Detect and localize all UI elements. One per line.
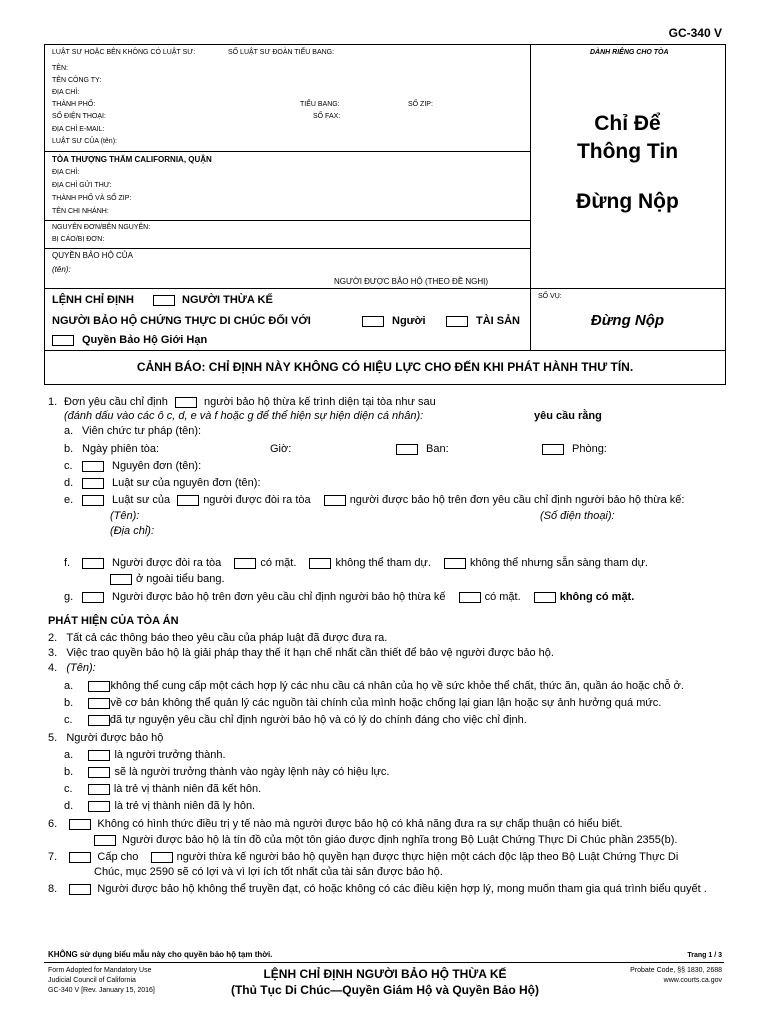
conservatorship-of: QUYỀN BẢO HỘ CỦA: [52, 251, 133, 260]
adopted-1: Form Adopted for Mandatory Use: [48, 967, 152, 974]
field-name[interactable]: TÊN:: [52, 65, 68, 72]
person-checkbox[interactable]: [362, 316, 384, 327]
finding-8: 8. Người được bảo hộ không thể truyền đạt, có hoặc không có các điều kiện hợp lý, mong muốn tham gia quá trình biểu quyết .: [48, 883, 707, 895]
finding-4c-text: đã tự nguyện yêu cầu chỉ định người bảo hộ và có lý do chính đáng cho việc chỉ định.: [109, 714, 527, 726]
finding-8-checkbox[interactable]: [69, 884, 91, 895]
item1f-text5: ở ngoài tiểu bang.: [136, 573, 225, 585]
finding-5a: a. là người trưởng thành.: [64, 749, 226, 761]
item1b-time[interactable]: Giờ:: [270, 443, 292, 455]
finding-4b: b. về cơ bản không thể quản lý các nguồn tài chính của mình hoặc chống lại gian lận hoặc sự ảnh hưởng quá mức.: [64, 697, 662, 709]
finding-7-text-b: người thừa kế người bảo hộ quyền hạn được thực hiện một cách độc lập theo Bộ Luật Chứng Thực Di: [176, 851, 679, 863]
item1c: [82, 460, 201, 472]
name-label[interactable]: (tên):: [52, 265, 71, 274]
court-mailing[interactable]: ĐỊA CHỈ GỬI THƯ:: [52, 182, 112, 189]
item1e-text1: Luật sư của: [112, 494, 171, 506]
stamp-line-2: Thông Tin: [576, 140, 679, 163]
order-line-1b: NGƯỜI THỪA KẾ: [182, 294, 273, 306]
finding-5a-text: là người trưởng thành.: [114, 749, 226, 761]
form-id: GC-340 V: [668, 26, 722, 40]
estate-option: [446, 315, 520, 327]
court-branch[interactable]: TÊN CHI NHÁNH:: [52, 208, 109, 215]
page-number: Trang 1 / 3: [687, 952, 722, 959]
warning-text: CẢNH BÁO: CHỈ ĐỊNH NÀY KHÔNG CÓ HIỆU LỰC CHO ĐẾN KHI PHÁT HÀNH THƯ TÍN.: [136, 360, 634, 374]
field-state[interactable]: TIỂU BANG:: [300, 101, 340, 108]
finding-5c-checkbox[interactable]: [88, 784, 110, 795]
party-petitioner[interactable]: NGUYÊN ĐƠN/BÊN NGUYÊN:: [52, 224, 151, 231]
item1g-text3: không có mặt.: [559, 591, 635, 603]
successor-checkbox[interactable]: [153, 295, 175, 306]
citee-willing-checkbox[interactable]: [444, 558, 466, 569]
item1b-date[interactable]: Ngày phiên tòa:: [82, 443, 160, 455]
order-line-2: NGƯỜI BẢO HỘ CHỨNG THỰC DI CHÚC ĐỐI VỚI: [52, 315, 311, 327]
finding-5b-checkbox[interactable]: [88, 767, 110, 778]
citee-unable-checkbox[interactable]: [309, 558, 331, 569]
item1f-outofstate: [110, 573, 225, 585]
proposed-conservatee: NGƯỜI ĐƯỢC BẢO HỘ (THEO ĐỀ NGHỊ): [334, 277, 489, 286]
finding-8-text: Người được bảo hộ không thể truyền đạt, có hoặc không có các điều kiện hợp lý, mong muốn tham gia quá trình biểu quyết .: [97, 883, 707, 895]
sep-3: [44, 248, 530, 249]
court-title: TÒA THƯỢNG THẨM CALIFORNIA, QUẬN: [52, 155, 212, 164]
finding-7-text-a: Cấp cho: [97, 851, 139, 863]
finding-7-successor-checkbox[interactable]: [151, 852, 173, 863]
person-label: Người: [392, 315, 426, 327]
footer-code: [630, 966, 722, 986]
field-phone[interactable]: SỐ ĐIỆN THOẠI:: [52, 113, 106, 120]
limited-option: [52, 334, 207, 346]
stamp-line-1: Chỉ Để: [594, 112, 661, 135]
finding-4a: a. không thể cung cấp một cách hợp lý các nhu cầu cá nhân của họ về sức khỏe thể chất, thức ăn, quần áo hoặc chỗ ở.: [64, 680, 684, 692]
finding-7: 7. Cấp cho người thừa kế người bảo hộ quyền hạn được thực hiện một cách độc lập theo Bộ Luật Chứng Thực Di: [48, 851, 679, 863]
court-city-zip[interactable]: THÀNH PHỐ VÀ SỐ ZIP:: [52, 195, 132, 202]
item1c-checkbox[interactable]: [82, 461, 104, 472]
item1-note: (đánh dấu vào các ô c, d, e và f hoặc g để thể hiện sự hiện diện cá nhân):: [64, 410, 424, 422]
estate-label: TÀI SẢN: [476, 315, 520, 327]
item1g: [82, 591, 634, 603]
finding-6b-text: Người được bảo hộ là tín đồ của một tôn giáo được định nghĩa trong Bộ Luật Chứng Thực Di Chúc phần 2355(b).: [122, 834, 678, 846]
finding-4a-text: không thể cung cấp một cách hợp lý các nhu cầu cá nhân của họ về sức khỏe thể chất, thức ăn, quần áo hoặc chỗ ở.: [110, 680, 684, 692]
code-ref: Probate Code, §§ 1830, 2688: [630, 967, 722, 974]
item1f-checkbox[interactable]: [82, 558, 104, 569]
case-no-label: SỐ VỤ:: [538, 293, 562, 300]
item1b-letter: b.: [64, 443, 74, 455]
item1f: [82, 557, 648, 569]
party-respondent[interactable]: BỊ CÁO/BỊ ĐƠN:: [52, 236, 105, 243]
order-line-1a: LỆNH CHỈ ĐỊNH: [52, 294, 134, 306]
finding-3-text: Việc trao quyền bảo hộ là giải pháp thay thế ít hạn chế nhất cần thiết để bảo vệ người được bảo hộ.: [66, 647, 554, 659]
adopted-3: GC-340 V [Rev. January 15, 2016]: [48, 987, 155, 994]
courts-url[interactable]: www.courts.ca.gov: [663, 977, 722, 984]
person-option: [362, 315, 426, 327]
item1e: [82, 494, 684, 506]
proposed-absent-checkbox[interactable]: [534, 592, 556, 603]
finding-5d-text: là trẻ vị thành niên đã ly hôn.: [114, 800, 256, 812]
finding-4b-checkbox[interactable]: [88, 698, 110, 709]
finding-6-checkbox[interactable]: [69, 819, 91, 830]
item1f-letter: f.: [64, 557, 71, 569]
finding-5c: c. là trẻ vị thành niên đã kết hôn.: [64, 783, 262, 795]
field-fax[interactable]: SỐ FAX:: [313, 113, 341, 120]
bar-label: SỐ LUẬT SƯ ĐOÀN TIỂU BANG:: [228, 49, 335, 56]
citee-present-checkbox[interactable]: [234, 558, 256, 569]
field-attorney-for[interactable]: LUẬT SƯ CỦA (tên):: [52, 138, 117, 145]
item1f-text1: Người được đòi ra tòa: [112, 557, 222, 569]
item1-requests: yêu cầu rằng: [534, 410, 602, 422]
court-address[interactable]: ĐỊA CHỈ:: [52, 169, 80, 176]
item1-b: người bảo hộ thừa kế trình diện tại tòa như sau: [203, 396, 436, 408]
item1g-letter: g.: [64, 591, 74, 603]
item1d: [82, 477, 261, 489]
item1e-citee-checkbox[interactable]: [177, 495, 199, 506]
findings-title: PHÁT HIỆN CỦA TÒA ÁN: [48, 615, 179, 627]
footer-title: [200, 966, 570, 998]
finding-4a-checkbox[interactable]: [88, 681, 110, 692]
item1d-text: Luật sư của nguyên đơn (tên):: [112, 477, 261, 489]
field-address[interactable]: ĐỊA CHỈ:: [52, 89, 80, 96]
room-label: Phòng:: [572, 443, 607, 455]
field-email[interactable]: ĐỊA CHỈ E-MAIL:: [52, 126, 105, 133]
adopted-2: Judicial Council of California: [48, 977, 136, 984]
finding-2-text: Tất cả các thông báo theo yêu cầu của pháp luật đã được đưa ra.: [66, 632, 388, 644]
dept-checkbox[interactable]: [396, 444, 418, 455]
finding-4-text[interactable]: (Tên):: [66, 662, 96, 674]
item1f-text4: không thể nhưng sẵn sàng tham dự.: [469, 557, 648, 569]
proposed-present-checkbox[interactable]: [459, 592, 481, 603]
footer-warning: KHÔNG sử dụng biểu mẫu này cho quyền bảo hộ tạm thời.: [48, 950, 273, 959]
item1e-address[interactable]: (Địa chỉ):: [110, 525, 155, 537]
case-stamp: Đừng Nộp: [590, 312, 665, 329]
finding-5-text: Người được bảo hộ: [66, 732, 164, 744]
item1f-text2: có mặt.: [260, 557, 297, 569]
item1e-phone[interactable]: (Số điện thoại):: [540, 510, 615, 522]
item1e-text2: người được đòi ra tòa: [203, 494, 311, 506]
order-line-1: [52, 294, 273, 306]
finding-6b-checkbox[interactable]: [94, 835, 116, 846]
finding-5d: d. là trẻ vị thành niên đã ly hôn.: [64, 800, 256, 812]
item1g-text1: Người được bảo hộ trên đơn yêu cầu chỉ định người bảo hộ thừa kế: [112, 591, 446, 603]
item1-checkbox[interactable]: [175, 397, 197, 408]
item1e-proposed-checkbox[interactable]: [324, 495, 346, 506]
item1d-checkbox[interactable]: [82, 478, 104, 489]
finding-7-checkbox[interactable]: [69, 852, 91, 863]
sep-2: [44, 220, 530, 221]
finding-5b: b. sẽ là người trưởng thành vào ngày lệnh này có hiệu lực.: [64, 766, 390, 778]
item1-num: 1.: [48, 396, 58, 408]
finding-5: 5. Người được bảo hộ: [48, 732, 164, 744]
limited-checkbox[interactable]: [52, 335, 74, 346]
limited-label: Quyền Bảo Hộ Giới Hạn: [82, 334, 208, 346]
footer-rule: [44, 962, 724, 963]
item1e-text3: người được bảo hộ trên đơn yêu cầu chỉ định người bảo hộ thừa kế:: [349, 494, 685, 506]
finding-7-cont: Chúc, mục 2590 sẽ có lợi và vì lợi ích tốt nhất của tài sản được bảo hộ.: [94, 866, 443, 878]
finding-5c-text: là trẻ vị thành niên đã kết hôn.: [113, 783, 262, 795]
court-use-label: DÀNH RIÊNG CHO TÒA: [590, 49, 669, 56]
finding-5d-checkbox[interactable]: [88, 801, 110, 812]
item1a-letter: a.: [64, 425, 74, 437]
footer-title-2: (Thủ Tục Di Chúc—Quyền Giám Hộ và Quyền Bảo Hộ): [230, 983, 540, 997]
item1d-letter: d.: [64, 477, 74, 489]
outofstate-checkbox[interactable]: [110, 574, 132, 585]
finding-3: 3. Việc trao quyền bảo hộ là giải pháp thay thế ít hạn chế nhất cần thiết để bảo vệ người được bảo hộ.: [48, 647, 554, 659]
attorney-label: LUẬT SƯ HOẶC BÊN KHÔNG CÓ LUẬT SƯ:: [52, 49, 196, 56]
finding-6b: [94, 834, 677, 846]
finding-4c: c. đã tự nguyện yêu cầu chỉ định người bảo hộ và có lý do chính đáng cho việc chỉ định.: [64, 714, 527, 726]
item1b-dept: [396, 443, 449, 455]
item1e-letter: e.: [64, 494, 74, 506]
item1e-checkbox[interactable]: [82, 495, 104, 506]
item1-line: [64, 396, 436, 408]
item1g-text2: có mặt.: [484, 591, 521, 603]
field-city[interactable]: THÀNH PHỐ:: [52, 101, 96, 108]
field-zip[interactable]: SỐ ZIP:: [408, 101, 433, 108]
finding-5b-text: sẽ là người trưởng thành vào ngày lệnh này có hiệu lực.: [114, 766, 390, 778]
dept-label: Ban:: [426, 443, 449, 455]
item1g-checkbox[interactable]: [82, 592, 104, 603]
stamp-info-only: [531, 110, 724, 216]
item1-a: Đơn yêu cầu chỉ định: [64, 396, 168, 408]
item1e-name[interactable]: (Tên):: [110, 510, 140, 522]
footer-adopted: [48, 966, 155, 996]
item1f-text3: không thể tham dự.: [335, 557, 431, 569]
finding-5a-checkbox[interactable]: [88, 750, 110, 761]
stamp-line-3: Đừng Nộp: [576, 190, 679, 213]
sep-1: [44, 151, 530, 152]
field-firm[interactable]: TÊN CÔNG TY:: [52, 77, 102, 84]
finding-6: 6. Không có hình thức điều trị y tế nào mà người được bảo hộ có khả năng đưa ra sự chấp thuận có hiểu biết.: [48, 818, 623, 830]
item1b-room: [542, 443, 607, 455]
item1a-text[interactable]: Viên chức tư pháp (tên):: [82, 425, 202, 437]
footer-title-1: LỆNH CHỈ ĐỊNH NGƯỜI BẢO HỘ THỪA KẾ: [263, 967, 507, 981]
room-checkbox[interactable]: [542, 444, 564, 455]
finding-4c-checkbox[interactable]: [88, 715, 110, 726]
finding-6-text: Không có hình thức điều trị y tế nào mà người được bảo hộ có khả năng đưa ra sự chấp thuận có hiểu biết.: [97, 818, 623, 830]
finding-4b-text: về cơ bản không thể quản lý các nguồn tài chính của mình hoặc chống lại gian lận hoặc sự ảnh hưởng quá mức.: [110, 697, 662, 709]
finding-4: 4. (Tên):: [48, 662, 96, 674]
item1c-letter: c.: [64, 460, 73, 472]
finding-2: 2. Tất cả các thông báo theo yêu cầu của pháp luật đã được đưa ra.: [48, 632, 388, 644]
estate-checkbox[interactable]: [446, 316, 468, 327]
item1c-text: Nguyên đơn (tên):: [112, 460, 202, 472]
